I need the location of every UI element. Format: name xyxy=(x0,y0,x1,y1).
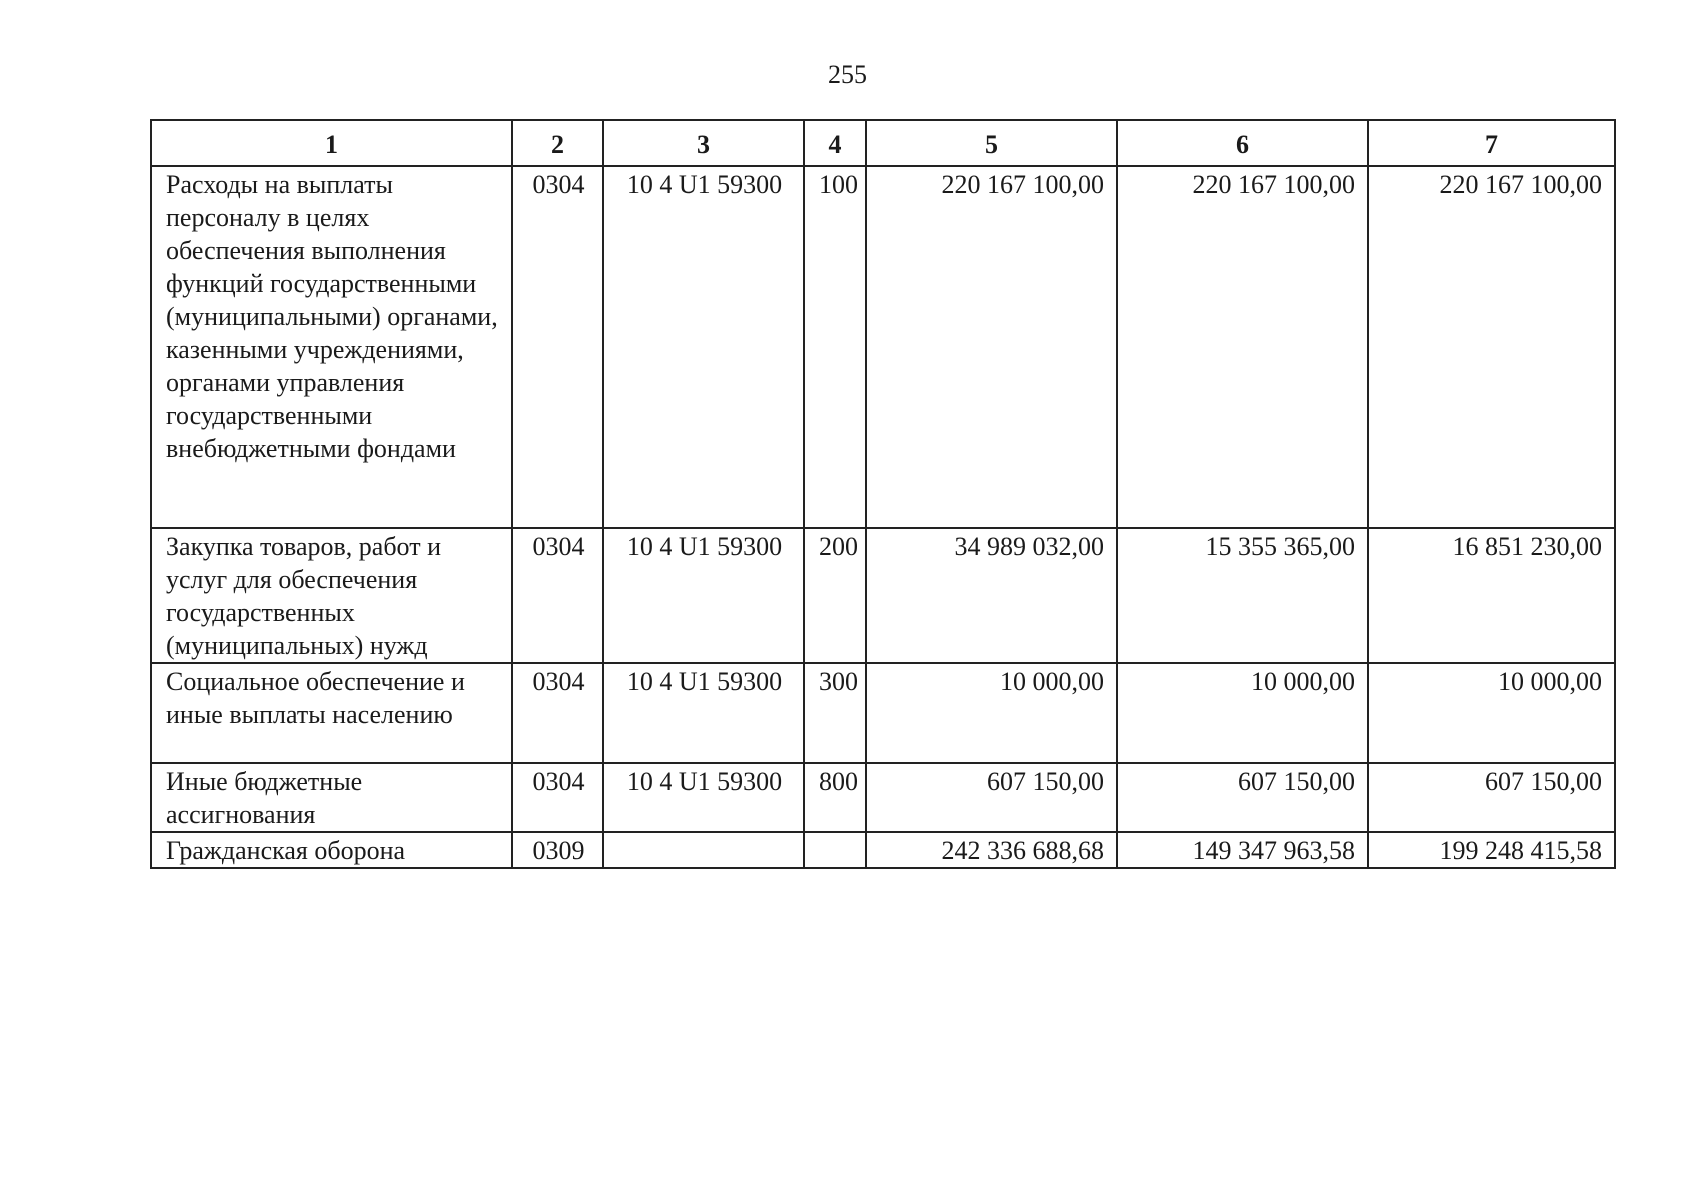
row-target-code: 10 4 U1 59300 xyxy=(603,528,804,663)
header-col-2: 2 xyxy=(512,120,603,166)
table-row xyxy=(151,663,1615,763)
table-row xyxy=(151,528,1615,663)
row-section: 0304 xyxy=(512,763,603,832)
row-amount-7: 607 150,00 xyxy=(1368,763,1615,832)
row-amount-5: 220 167 100,00 xyxy=(866,166,1117,528)
row-amount-6: 607 150,00 xyxy=(1117,763,1368,832)
row-expense-type: 300 xyxy=(804,663,866,763)
row-name: Иные бюджетные ассигнования xyxy=(151,763,512,832)
row-section: 0304 xyxy=(512,528,603,663)
row-amount-6: 10 000,00 xyxy=(1117,663,1368,763)
page-number-text: 255 xyxy=(828,60,867,89)
row-amount-5: 242 336 688,68 xyxy=(866,832,1117,868)
header-col-3: 3 xyxy=(603,120,804,166)
header-col-6: 6 xyxy=(1117,120,1368,166)
row-amount-7: 16 851 230,00 xyxy=(1368,528,1615,663)
row-amount-7: 220 167 100,00 xyxy=(1368,166,1615,528)
row-amount-5: 34 989 032,00 xyxy=(866,528,1117,663)
table-row xyxy=(151,832,1615,868)
row-section: 0309 xyxy=(512,832,603,868)
row-name: Гражданская оборона xyxy=(151,832,512,868)
row-expense-type xyxy=(804,832,866,868)
row-expense-type: 200 xyxy=(804,528,866,663)
header-col-7: 7 xyxy=(1368,120,1615,166)
header-col-1: 1 xyxy=(151,120,512,166)
header-row xyxy=(151,120,1615,166)
row-amount-6: 149 347 963,58 xyxy=(1117,832,1368,868)
table-row xyxy=(151,166,1615,528)
row-amount-7: 199 248 415,58 xyxy=(1368,832,1615,868)
row-name: Закупка товаров, работ и услуг для обеспечения государственных (муниципальных) нужд xyxy=(151,528,512,663)
row-name: Расходы на выплаты персоналу в целях обеспечения выполнения функций государственными (муниципальными) органами, казенными учреждениями, органами управления государственными внебюджетными фондами xyxy=(151,166,512,528)
row-amount-5: 607 150,00 xyxy=(866,763,1117,832)
page-number xyxy=(0,60,1697,90)
row-amount-7: 10 000,00 xyxy=(1368,663,1615,763)
row-section: 0304 xyxy=(512,166,603,528)
row-target-code xyxy=(603,832,804,868)
row-expense-type: 800 xyxy=(804,763,866,832)
row-target-code: 10 4 U1 59300 xyxy=(603,166,804,528)
row-amount-6: 15 355 365,00 xyxy=(1117,528,1368,663)
row-amount-6: 220 167 100,00 xyxy=(1117,166,1368,528)
row-target-code: 10 4 U1 59300 xyxy=(603,663,804,763)
header-col-5: 5 xyxy=(866,120,1117,166)
row-section: 0304 xyxy=(512,663,603,763)
row-target-code: 10 4 U1 59300 xyxy=(603,763,804,832)
table-row xyxy=(151,763,1615,832)
header-col-4: 4 xyxy=(804,120,866,166)
row-name: Социальное обеспечение и иные выплаты населению xyxy=(151,663,512,763)
row-expense-type: 100 xyxy=(804,166,866,528)
row-amount-5: 10 000,00 xyxy=(866,663,1117,763)
budget-table xyxy=(150,119,1616,869)
